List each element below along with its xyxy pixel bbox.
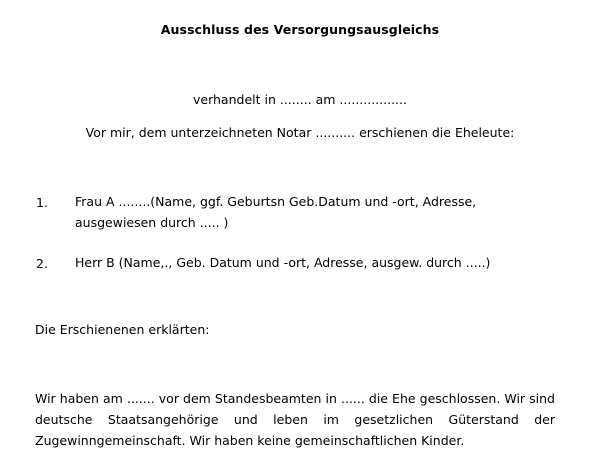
- declaration-paragraph: Wir haben am ....... vor dem Standesbeamten in ...... die Ehe geschlossen. Wir sind deutsche Staatsangehörige und leben im gesetzlichen Güterstand der Zugewinngemeinschaft. Wir haben keine gemeinschaftlichen Kinder.: [35, 391, 555, 448]
- declaration-intro: Die Erschienenen erklärten:: [35, 322, 210, 337]
- document-title: Ausschluss des Versorgungsausgleichs: [160, 22, 440, 37]
- list-item-text: Herr B (Name,., Geb. Datum und -ort, Adresse, ausgew. durch .....): [75, 255, 491, 270]
- list-item-number: 2.: [36, 256, 48, 271]
- list-item-text: Frau A ........(Name, ggf. Geburtsn Geb.Datum und -ort, Adresse, ausgewiesen durch ..... ): [75, 194, 477, 230]
- list-item-number: 1.: [36, 195, 48, 210]
- verhandelt-line: verhandelt in ........ am .................: [193, 92, 407, 107]
- notary-line: Vor mir, dem unterzeichneten Notar .......... erschienen die Eheleute:: [85, 125, 515, 140]
